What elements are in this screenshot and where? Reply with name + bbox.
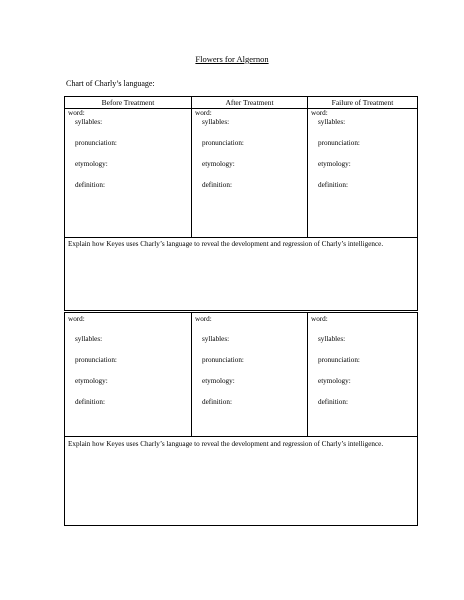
cell-word-entry-3[interactable] xyxy=(308,313,417,436)
syllables-label: syllables: xyxy=(202,118,230,126)
pronunciation-label: pronunciation: xyxy=(75,356,117,364)
definition-label: definition: xyxy=(318,181,348,189)
chart-subtitle: Chart of Charly’s language: xyxy=(66,79,155,88)
word-label: word: xyxy=(68,109,85,117)
etymology-label: etymology: xyxy=(202,377,235,385)
etymology-label: etymology: xyxy=(75,160,108,168)
definition-label: definition: xyxy=(318,398,348,406)
cell-after-treatment[interactable] xyxy=(192,109,307,237)
explanation-cell[interactable] xyxy=(65,437,417,525)
pronunciation-label: pronunciation: xyxy=(318,139,360,147)
definition-label: definition: xyxy=(75,398,105,406)
etymology-label: etymology: xyxy=(318,160,351,168)
explanation-prompt: Explain how Keyes uses Charly’s language to reveal the development and regression of Charly’s intelligence. xyxy=(68,440,384,448)
definition-label: definition: xyxy=(202,181,232,189)
definition-label: definition: xyxy=(202,398,232,406)
syllables-label: syllables: xyxy=(202,335,230,343)
word-label: word: xyxy=(195,109,212,117)
syllables-label: syllables: xyxy=(318,335,346,343)
header-before-treatment: Before Treatment xyxy=(101,98,155,107)
language-chart-table-2 xyxy=(64,312,418,526)
header-after-treatment: After Treatment xyxy=(225,98,274,107)
syllables-label: syllables: xyxy=(75,335,103,343)
pronunciation-label: pronunciation: xyxy=(75,139,117,147)
word-label: word: xyxy=(195,315,212,323)
cell-word-entry-2[interactable] xyxy=(192,313,307,436)
page-title: Flowers for Algernon xyxy=(195,54,269,64)
cell-failure-of-treatment[interactable] xyxy=(308,109,417,237)
definition-label: definition: xyxy=(75,181,105,189)
word-label: word: xyxy=(311,315,328,323)
word-label: word: xyxy=(68,315,85,323)
cell-word-entry-1[interactable] xyxy=(65,313,191,436)
word-label: word: xyxy=(311,109,328,117)
pronunciation-label: pronunciation: xyxy=(318,356,360,364)
explanation-cell[interactable] xyxy=(65,238,417,310)
etymology-label: etymology: xyxy=(75,377,108,385)
pronunciation-label: pronunciation: xyxy=(202,356,244,364)
syllables-label: syllables: xyxy=(318,118,346,126)
pronunciation-label: pronunciation: xyxy=(202,139,244,147)
etymology-label: etymology: xyxy=(318,377,351,385)
syllables-label: syllables: xyxy=(75,118,103,126)
cell-before-treatment[interactable] xyxy=(65,109,191,237)
language-chart-table-1 xyxy=(64,96,418,311)
header-failure-of-treatment: Failure of Treatment xyxy=(331,98,394,107)
explanation-prompt: Explain how Keyes uses Charly’s language to reveal the development and regression of Charly’s intelligence. xyxy=(68,240,384,248)
etymology-label: etymology: xyxy=(202,160,235,168)
